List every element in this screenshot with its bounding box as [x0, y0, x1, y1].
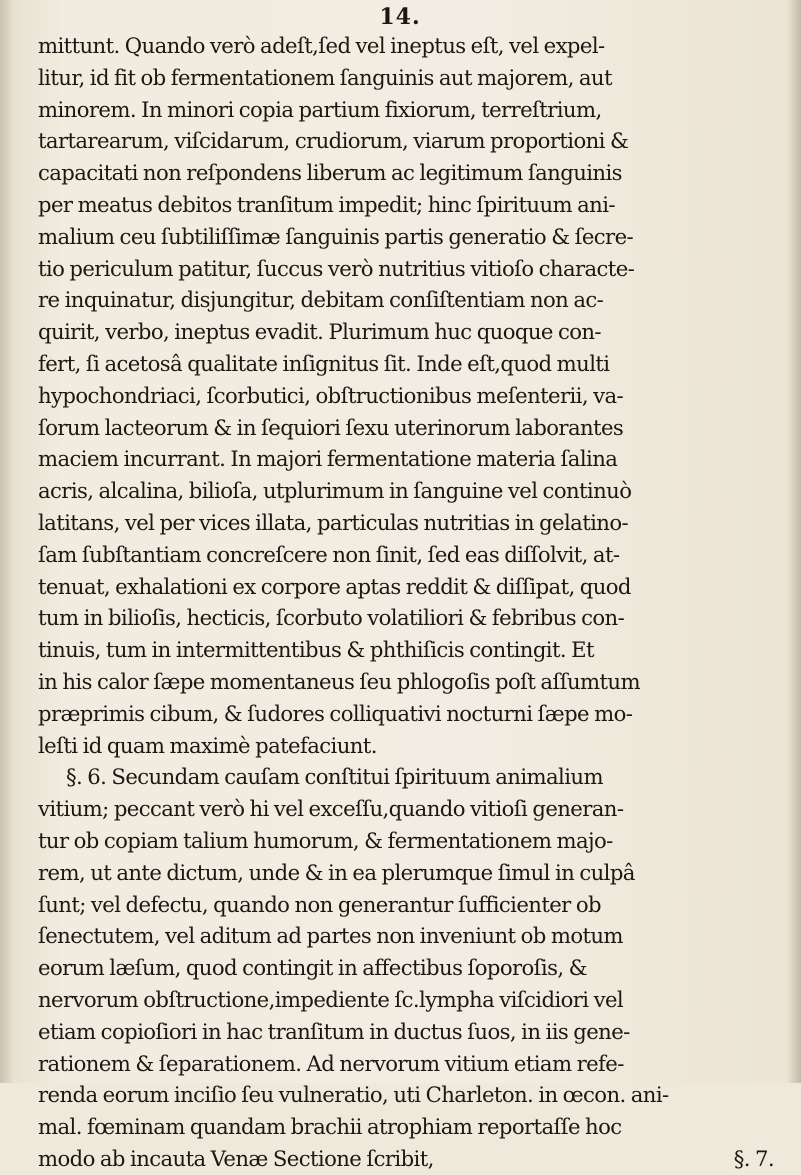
text-line: nervorum obſtructione,impediente ſc.lympha viſcidiori vel [38, 986, 624, 1012]
text-line: per meatus debitos tranſitum impedit; hinc ſpirituum ani- [38, 191, 615, 217]
text-line: tinuis, tum in intermittentibus & phthiſicis contingit. Et [38, 637, 594, 663]
body-text [38, 30, 798, 1175]
text-line: tur ob copiam talium humorum, & fermentationem majo- [38, 827, 613, 853]
text-line: renda eorum inciſio ſeu vulneratio, uti Charleton. in œcon. ani- [38, 1082, 669, 1108]
text-line: tenuat, exhalationi ex corpore aptas reddit & diſſipat, quod [38, 573, 631, 599]
text-line: tum in bilioſis, hecticis, ſcorbuto volatiliori & febribus con- [38, 605, 625, 631]
text-line: in his calor ſæpe momentaneus ſeu phlogoſis poſt aſſumtum [38, 668, 640, 694]
text-line: re inquinatur, disjungitur, debitam conſiſtentiam non ac- [38, 287, 604, 313]
page-edge-left [0, 0, 14, 1083]
text-line: litur, id fit ob fermentationem ſanguinis aut majorem, aut [38, 64, 612, 90]
text-line: ſenectutem, vel aditum ad partes non inveniunt ob motum [38, 923, 623, 949]
text-line: præprimis cibum, & ſudores colliquativi nocturni ſæpe mo- [38, 700, 633, 726]
text-line: mittunt. Quando verò adeſt,ſed vel ineptus eſt, vel expel- [38, 33, 605, 58]
text-line: latitans, vel per vices illata, particulas nutritias in gelatino- [38, 509, 629, 535]
text-line: malium ceu ſubtiliſſimæ ſanguinis partis generatio & ſecre- [38, 223, 634, 249]
text-line: rem, ut ante dictum, unde & in ea plerumque ſimul in culpâ [38, 859, 635, 885]
text-line: hypochondriaci, ſcorbutici, obſtructionibus meſenterii, va- [38, 382, 624, 408]
text-line: eorum læſum, quod contingit in affectibus ſoporoſis, & [38, 955, 587, 981]
catchword: §. 7. [733, 1145, 774, 1171]
text-line: quirit, verbo, ineptus evadit. Plurimum huc quoque con- [38, 319, 601, 345]
text-line: ſunt; vel defectu, quando non generantur ſufficienter ob [38, 891, 601, 917]
text-line: acris, alcalina, bilioſa, utplurimum in ſanguine vel continuò [38, 478, 632, 504]
last-line-text: modo ab incauta Venæ Sectione ſcribit, [38, 1145, 434, 1171]
text-line: etiam copioſiori in hac tranſitum in ductus ſuos, in iis gene- [38, 1018, 630, 1044]
text-line: ſorum lacteorum & in ſequiori ſexu uterinorum laborantes [38, 414, 624, 440]
text-line: vitium; peccant verò hi vel exceſſu,quando vitioſi generan- [38, 796, 624, 822]
text-line: ſam ſubſtantiam concreſcere non ſinit, ſed eas diſſolvit, at- [38, 541, 620, 567]
text-line: tartarearum, viſcidarum, crudiorum, viarum proportioni & [38, 128, 629, 154]
page-number: 14. [379, 4, 421, 30]
text-line: fert, ſi acetosâ qualitate inſignitus ſit. Inde eſt,quod multi [38, 350, 610, 376]
text-line: capacitati non reſpondens liberum ac legitimum ſanguinis [38, 160, 622, 186]
section-heading-line: §. 6. Secundam cauſam conſtitui ſpirituum animalium [66, 764, 603, 790]
text-line: leſti id quam maximè patefaciunt. [38, 732, 377, 758]
text-line: minorem. In minori copia partium fixiorum, terreſtrium, [38, 96, 602, 122]
text-line: tio periculum patitur, ſuccus verò nutritius vitioſo characte- [38, 255, 635, 281]
text-line: mal. fœminam quandam brachii atrophiam reportaſſe hoc [38, 1114, 622, 1140]
text-line: maciem incurrant. In majori fermentatione materia ſalina [38, 446, 618, 472]
text-line: rationem & ſeparationem. Ad nervorum vitium etiam refe- [38, 1050, 624, 1076]
text-line-last [38, 1143, 798, 1175]
